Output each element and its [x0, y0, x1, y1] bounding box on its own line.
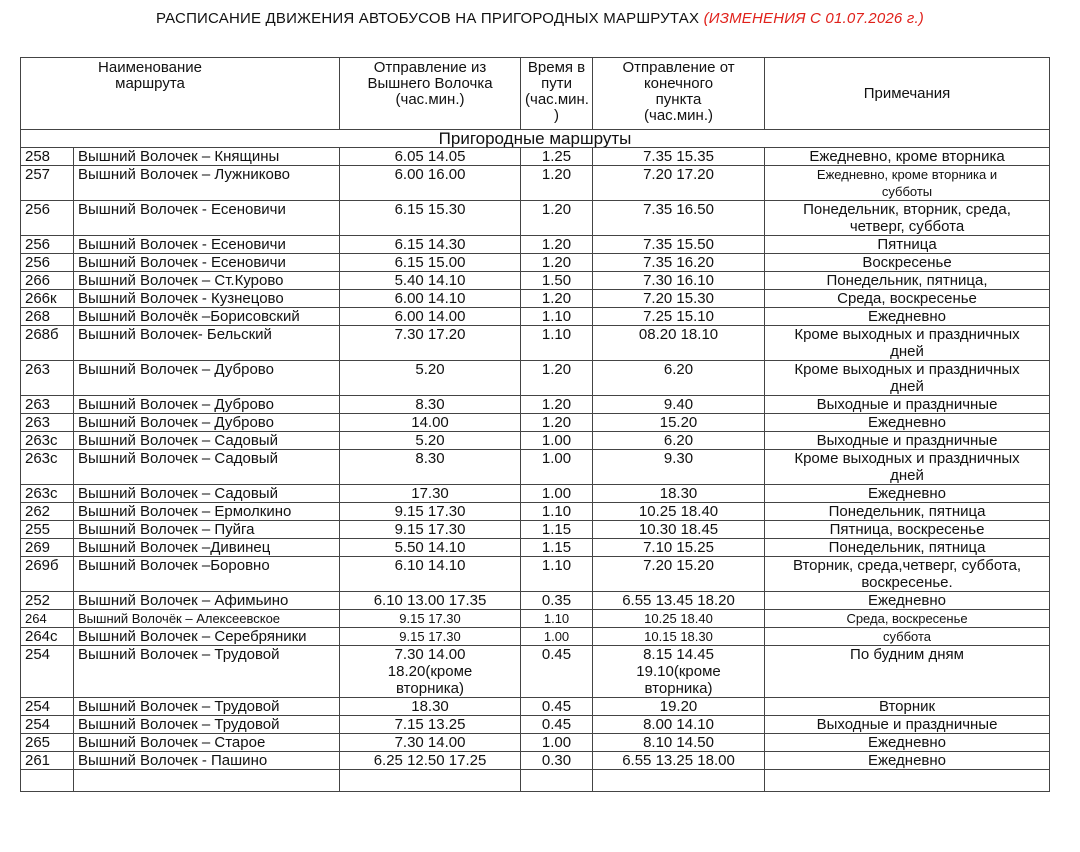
route-number: 262 — [21, 503, 74, 521]
depart-time: 17.30 — [340, 485, 521, 503]
return-time: 6.20 — [593, 361, 765, 396]
route-number: 263 — [21, 361, 74, 396]
return-time: 7.35 16.20 — [593, 254, 765, 272]
depart-time: 6.15 14.30 — [340, 236, 521, 254]
route-name: Вышний Волочек - Кузнецово — [74, 290, 340, 308]
depart-time: 5.20 — [340, 361, 521, 396]
route-number: 265 — [21, 734, 74, 752]
depart-time: 7.30 14.00 — [340, 734, 521, 752]
route-name: Вышний Волочек – Афимьино — [74, 592, 340, 610]
table-row — [21, 503, 1050, 521]
header-travel-time: Время в пути (час.мин. ) — [521, 58, 593, 130]
table-row — [21, 201, 1050, 236]
route-note: Ежедневно — [765, 592, 1050, 610]
return-time: 7.35 15.50 — [593, 236, 765, 254]
route-note: Вторник — [765, 698, 1050, 716]
empty-cell — [74, 770, 340, 792]
route-name: Вышний Волочек – Трудовой — [74, 646, 340, 698]
route-name: Вышний Волочек - Пашино — [74, 752, 340, 770]
depart-time: 6.05 14.05 — [340, 148, 521, 166]
route-note: Ежедневно — [765, 485, 1050, 503]
route-note: Среда, воскресенье — [765, 610, 1050, 628]
route-number: 264 — [21, 610, 74, 628]
route-number: 257 — [21, 166, 74, 201]
route-name: Вышний Волочек – Княщины — [74, 148, 340, 166]
route-note: Ежедневно — [765, 414, 1050, 432]
route-number: 266к — [21, 290, 74, 308]
route-note: Понедельник, вторник, среда, четверг, суббота — [765, 201, 1050, 236]
travel-time: 1.20 — [521, 254, 593, 272]
route-name: Вышний Волочек – Садовый — [74, 485, 340, 503]
table-row — [21, 734, 1050, 752]
return-time: 6.55 13.25 18.00 — [593, 752, 765, 770]
table-row — [21, 628, 1050, 646]
route-number: 255 — [21, 521, 74, 539]
header-depart-from: Отправление из Вышнего Волочка (час.мин.) — [340, 58, 521, 130]
depart-time: 6.10 13.00 17.35 — [340, 592, 521, 610]
route-name: Вышний Волочек – Серебряники — [74, 628, 340, 646]
empty-row — [21, 770, 1050, 792]
table-row — [21, 557, 1050, 592]
route-name: Вышний Волочек - Есеновичи — [74, 236, 340, 254]
return-time: 7.20 17.20 — [593, 166, 765, 201]
return-time: 15.20 — [593, 414, 765, 432]
empty-cell — [340, 770, 521, 792]
travel-time: 0.35 — [521, 592, 593, 610]
route-note: Кроме выходных и праздничных дней — [765, 450, 1050, 485]
return-time: 7.10 15.25 — [593, 539, 765, 557]
empty-cell — [521, 770, 593, 792]
depart-time: 7.30 17.20 — [340, 326, 521, 361]
travel-time: 1.00 — [521, 734, 593, 752]
return-time: 7.25 15.10 — [593, 308, 765, 326]
travel-time: 1.10 — [521, 326, 593, 361]
route-note: Вторник, среда,четверг, суббота, воскресенье. — [765, 557, 1050, 592]
route-note: Выходные и праздничные — [765, 716, 1050, 734]
route-note: Пятница — [765, 236, 1050, 254]
depart-time: 9.15 17.30 — [340, 610, 521, 628]
travel-time: 1.20 — [521, 290, 593, 308]
depart-time: 14.00 — [340, 414, 521, 432]
return-time: 8.15 14.45 19.10(кроме вторника) — [593, 646, 765, 698]
route-name: Вышний Волочёк –Борисовский — [74, 308, 340, 326]
travel-time: 1.00 — [521, 628, 593, 646]
depart-time: 18.30 — [340, 698, 521, 716]
route-note: Ежедневно — [765, 734, 1050, 752]
route-name: Вышний Волочек –Дивинец — [74, 539, 340, 557]
route-name: Вышний Волочек – Дуброво — [74, 396, 340, 414]
return-time: 08.20 18.10 — [593, 326, 765, 361]
route-name: Вышний Волочек –Боровно — [74, 557, 340, 592]
empty-cell — [593, 770, 765, 792]
route-name: Вышний Волочек - Есеновичи — [74, 254, 340, 272]
return-time: 9.30 — [593, 450, 765, 485]
return-time: 6.20 — [593, 432, 765, 450]
route-name: Вышний Волочек – Садовый — [74, 432, 340, 450]
table-row — [21, 414, 1050, 432]
route-number: 258 — [21, 148, 74, 166]
route-note: Ежедневно, кроме вторника и субботы — [765, 166, 1050, 201]
return-time: 7.30 16.10 — [593, 272, 765, 290]
schedule-table — [20, 57, 1050, 792]
table-row — [21, 646, 1050, 698]
travel-time: 0.45 — [521, 698, 593, 716]
route-number: 256 — [21, 254, 74, 272]
table-row — [21, 521, 1050, 539]
travel-time: 1.20 — [521, 396, 593, 414]
header-depart-terminal: Отправление от конечного пункта (час.мин.) — [593, 58, 765, 130]
table-row — [21, 396, 1050, 414]
route-note: Выходные и праздничные — [765, 432, 1050, 450]
route-name: Вышний Волочек – Дуброво — [74, 361, 340, 396]
route-number: 263с — [21, 450, 74, 485]
return-time: 9.40 — [593, 396, 765, 414]
route-name: Вышний Волочек - Есеновичи — [74, 201, 340, 236]
depart-time: 5.20 — [340, 432, 521, 450]
table-row — [21, 752, 1050, 770]
depart-time: 8.30 — [340, 396, 521, 414]
table-row — [21, 450, 1050, 485]
route-name: Вышний Волочек – Ермолкино — [74, 503, 340, 521]
return-time: 10.30 18.45 — [593, 521, 765, 539]
route-number: 254 — [21, 646, 74, 698]
return-time: 7.20 15.20 — [593, 557, 765, 592]
travel-time: 1.15 — [521, 521, 593, 539]
depart-time: 7.15 13.25 — [340, 716, 521, 734]
depart-time: 7.30 14.00 18.20(кроме вторника) — [340, 646, 521, 698]
travel-time: 1.20 — [521, 201, 593, 236]
depart-time: 5.40 14.10 — [340, 272, 521, 290]
return-time: 10.25 18.40 — [593, 610, 765, 628]
header-notes: Примечания — [765, 58, 1050, 130]
table-row — [21, 361, 1050, 396]
route-note: Ежедневно — [765, 752, 1050, 770]
travel-time: 0.30 — [521, 752, 593, 770]
depart-time: 6.15 15.00 — [340, 254, 521, 272]
travel-time: 1.10 — [521, 610, 593, 628]
route-note: Кроме выходных и праздничных дней — [765, 361, 1050, 396]
route-note: Пятница, воскресенье — [765, 521, 1050, 539]
page-title — [0, 10, 1080, 27]
table-row — [21, 308, 1050, 326]
travel-time: 1.15 — [521, 539, 593, 557]
route-name: Вышний Волочек – Ст.Курово — [74, 272, 340, 290]
route-number: 268б — [21, 326, 74, 361]
travel-time: 1.50 — [521, 272, 593, 290]
route-number: 269 — [21, 539, 74, 557]
route-number: 263 — [21, 414, 74, 432]
travel-time: 1.10 — [521, 503, 593, 521]
travel-time: 0.45 — [521, 646, 593, 698]
return-time: 7.20 15.30 — [593, 290, 765, 308]
route-number: 263 — [21, 396, 74, 414]
depart-time: 8.30 — [340, 450, 521, 485]
table-row — [21, 698, 1050, 716]
route-number: 254 — [21, 716, 74, 734]
travel-time: 1.10 — [521, 557, 593, 592]
section-title: Пригородные маршруты — [21, 130, 1050, 148]
depart-time: 5.50 14.10 — [340, 539, 521, 557]
route-name: Вышний Волочек – Пуйга — [74, 521, 340, 539]
table-row — [21, 254, 1050, 272]
depart-time: 6.00 14.10 — [340, 290, 521, 308]
route-number: 263с — [21, 432, 74, 450]
return-time: 7.35 15.35 — [593, 148, 765, 166]
route-note: Ежедневно, кроме вторника — [765, 148, 1050, 166]
route-name: Вышний Волочек – Трудовой — [74, 716, 340, 734]
travel-time: 1.00 — [521, 485, 593, 503]
route-note: Понедельник, пятница, — [765, 272, 1050, 290]
route-name: Вышний Волочек – Лужниково — [74, 166, 340, 201]
page-title-main: РАСПИСАНИЕ ДВИЖЕНИЯ АВТОБУСОВ НА ПРИГОРОДНЫХ МАРШРУТАХ — [155, 10, 700, 27]
table-row — [21, 716, 1050, 734]
table-row — [21, 592, 1050, 610]
travel-time: 1.25 — [521, 148, 593, 166]
travel-time: 1.20 — [521, 166, 593, 201]
return-time: 18.30 — [593, 485, 765, 503]
table-row — [21, 485, 1050, 503]
header-row — [21, 58, 1050, 130]
depart-time: 6.10 14.10 — [340, 557, 521, 592]
route-name: Вышний Волочек – Старое — [74, 734, 340, 752]
depart-time: 6.15 15.30 — [340, 201, 521, 236]
travel-time: 1.00 — [521, 450, 593, 485]
route-note: Выходные и праздничные — [765, 396, 1050, 414]
depart-time: 9.15 17.30 — [340, 503, 521, 521]
route-number: 256 — [21, 236, 74, 254]
route-note: Понедельник, пятница — [765, 503, 1050, 521]
header-route-name: Наименование маршрута — [21, 58, 340, 130]
table-row — [21, 236, 1050, 254]
section-row — [21, 130, 1050, 148]
return-time: 6.55 13.45 18.20 — [593, 592, 765, 610]
empty-cell — [21, 770, 74, 792]
route-number: 264с — [21, 628, 74, 646]
return-time: 8.10 14.50 — [593, 734, 765, 752]
return-time: 7.35 16.50 — [593, 201, 765, 236]
route-note: Ежедневно — [765, 308, 1050, 326]
travel-time: 1.20 — [521, 361, 593, 396]
travel-time: 1.10 — [521, 308, 593, 326]
table-row — [21, 539, 1050, 557]
depart-time: 6.00 14.00 — [340, 308, 521, 326]
route-number: 256 — [21, 201, 74, 236]
route-note: суббота — [765, 628, 1050, 646]
route-number: 268 — [21, 308, 74, 326]
return-time: 10.15 18.30 — [593, 628, 765, 646]
table-row — [21, 290, 1050, 308]
page-title-changes: (ИЗМЕНЕНИЯ С 01.07.2026 г.) — [703, 10, 925, 27]
table-row — [21, 432, 1050, 450]
depart-time: 6.00 16.00 — [340, 166, 521, 201]
return-time: 19.20 — [593, 698, 765, 716]
table-row — [21, 272, 1050, 290]
route-number: 261 — [21, 752, 74, 770]
route-name: Вышний Волочёк – Алексеевское — [74, 610, 340, 628]
route-number: 254 — [21, 698, 74, 716]
route-note: Понедельник, пятница — [765, 539, 1050, 557]
depart-time: 9.15 17.30 — [340, 521, 521, 539]
route-number: 269б — [21, 557, 74, 592]
table-row — [21, 166, 1050, 201]
route-name: Вышний Волочек – Садовый — [74, 450, 340, 485]
empty-cell — [765, 770, 1050, 792]
travel-time: 0.45 — [521, 716, 593, 734]
table-row — [21, 148, 1050, 166]
return-time: 8.00 14.10 — [593, 716, 765, 734]
route-number: 252 — [21, 592, 74, 610]
depart-time: 6.25 12.50 17.25 — [340, 752, 521, 770]
travel-time: 1.20 — [521, 414, 593, 432]
route-note: По будним дням — [765, 646, 1050, 698]
route-name: Вышний Волочек – Трудовой — [74, 698, 340, 716]
route-note: Воскресенье — [765, 254, 1050, 272]
table-row — [21, 610, 1050, 628]
route-name: Вышний Волочек – Дуброво — [74, 414, 340, 432]
depart-time: 9.15 17.30 — [340, 628, 521, 646]
travel-time: 1.20 — [521, 236, 593, 254]
route-name: Вышний Волочек- Бельский — [74, 326, 340, 361]
route-number: 266 — [21, 272, 74, 290]
table-row — [21, 326, 1050, 361]
route-note: Среда, воскресенье — [765, 290, 1050, 308]
return-time: 10.25 18.40 — [593, 503, 765, 521]
travel-time: 1.00 — [521, 432, 593, 450]
route-number: 263с — [21, 485, 74, 503]
route-note: Кроме выходных и праздничных дней — [765, 326, 1050, 361]
